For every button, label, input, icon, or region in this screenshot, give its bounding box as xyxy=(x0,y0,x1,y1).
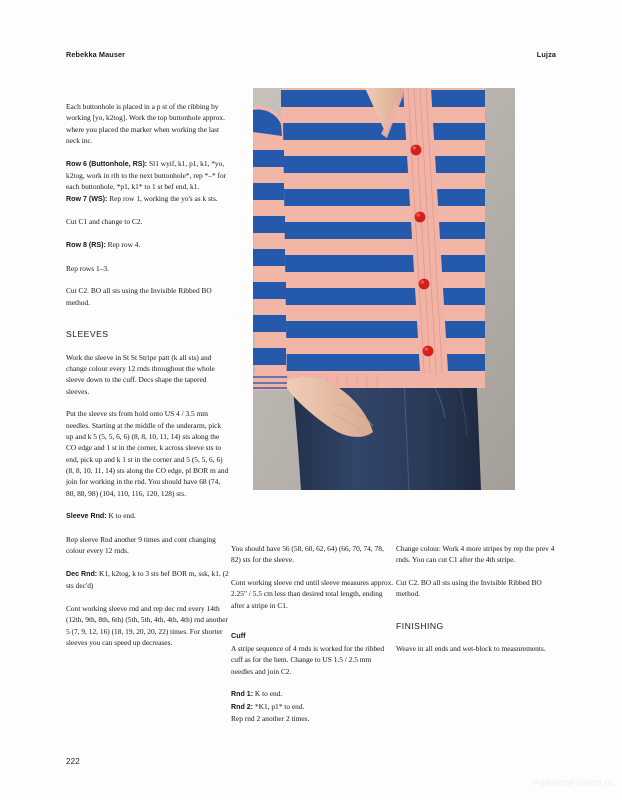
paragraph-rnd2 xyxy=(231,701,394,713)
running-head xyxy=(66,50,556,59)
sleeve-rnd-text: K to end. xyxy=(106,511,136,521)
paragraph-sleeve-intro: Work the sleeve in St St Stripe patt (k all sts) and change colour every 12 rnds throughout the whole sleeve down to the cuff. Decs shape the tapered sleeves. xyxy=(66,352,215,396)
sleeve-rnd-label: Sleeve Rnd: xyxy=(66,512,107,521)
striped-cardigan-photo xyxy=(253,88,515,490)
section-heading-sleeves: SLEEVES xyxy=(66,328,109,339)
page-number: 222 xyxy=(66,757,80,766)
running-head-pattern-name: Lujza xyxy=(536,50,556,59)
running-head-author: Rebekka Mauser xyxy=(66,50,126,59)
right-text-column xyxy=(396,543,559,655)
paragraph-rep-rnd2: Rep rnd 2 another 2 times. xyxy=(231,713,310,723)
paragraph-stitch-count: You should have 56 (58, 60, 62, 64) (66, 70, 74, 78, 82) sts for the sleeve. xyxy=(231,544,384,565)
paragraph-row7 xyxy=(66,193,229,205)
left-text-column xyxy=(66,101,229,648)
paragraph-cut-c1: Cut C1 and change to C2. xyxy=(66,217,143,227)
photo-illustration xyxy=(253,88,515,490)
row7-label: Row 7 (WS): xyxy=(66,194,108,203)
rnd1-label: Rnd 1: xyxy=(231,690,254,699)
row8-label: Row 8 (RS): xyxy=(66,240,106,249)
row6-text: Sl1 wyif, k1, p1, k1, *yo, k2tog, work in rib to the next buttonhole*, rep *–* for each buttonhole, *p1, k1* to 1 st bef end, k1. xyxy=(66,158,227,192)
paragraph-cut-c2: Cut C2. BO all sts using the Invisible Ribbed BO method. xyxy=(66,286,212,307)
row7-text: Rep row 1, working the yo's as k sts. xyxy=(107,193,218,203)
paragraph-sleeve-rnd xyxy=(66,510,229,522)
paragraph-dec-rnd xyxy=(66,568,229,592)
paragraph-row8 xyxy=(66,239,229,251)
middle-text-column xyxy=(231,543,394,724)
subsection-heading-cuff: Cuff xyxy=(231,631,246,641)
paragraph-row6 xyxy=(66,158,229,193)
paragraph-cuff-intro: A stripe sequence of 4 rnds is worked for the ribbed cuff as for the hem. Change to US 1.5 / 2.5 mm needles and join C2. xyxy=(231,643,385,676)
paragraph-rnd1 xyxy=(231,688,394,700)
row6-label: Row 6 (Buttonhole, RS): xyxy=(66,159,148,168)
row8-text: Rep row 4. xyxy=(105,239,141,249)
paragraph-rep-sleeve-rnd: Rep sleeve Rnd another 9 times and cont changing colour every 12 rnds. xyxy=(66,535,216,556)
section-heading-finishing: FINISHING xyxy=(396,620,444,631)
paragraph-finishing: Weave in all ends and wet-block to measurements. xyxy=(396,644,546,654)
rnd2-label: Rnd 2: xyxy=(231,702,254,711)
paragraph-cont-dec: Cont working sleeve rnd and rep dec rnd every 14th (12th, 9th, 8th, 6th) (5th, 5th, 4th, 4th, 4th) rnd another 5 (7, 9, 12, 16) (18, 19, 20, 20, 22) times. For shorter sleeves you can speed up decreases. xyxy=(66,604,228,648)
paragraph-cont-until: Cont working sleeve rnd until sleeve measures approx. 2.25" / 5.5 cm less than desired total length, ending after a stripe in C1. xyxy=(231,577,394,610)
rnd1-text: K to end. xyxy=(253,689,283,699)
dec-rnd-label: Dec Rnd: xyxy=(66,570,98,579)
paragraph-change-colour: Change colour. Work 4 more stripes by rep the prev 4 rnds. You can cut C1 after the 4th stripe. xyxy=(396,544,555,565)
paragraph-pickup: Put the sleeve sts from hold onto US 4 / 3.5 mm needles. Starting at the middle of the underarm, pick up and k 5 (5, 5, 6, 6) (8, 8, 10, 11, 14) sts along the CO edge and 1 st in the corner, k across sleeve sts to end, pick up and k 1 st in the corner and 5 (5, 5, 6, 6) (8, 8, 10, 11, 14) sts along the CO edge, pl BOR m and join for working in the rnd. You should have 68 (74, 80, 88, 98) (104, 110, 116, 120, 128) sts. xyxy=(66,409,229,498)
paragraph-right-cut-c2: Cut C2. BO all sts using the Invisible Ribbed BO method. xyxy=(396,577,542,599)
paragraph-buttonhole-intro: Each buttonhole is placed in a p st of the ribbing by working [yo, k2tog]. Work the top buttonhole approx. where you placed the marker when working the last neck inc. xyxy=(66,102,225,146)
paragraph-rep-rows: Rep rows 1–3. xyxy=(66,263,109,273)
dec-rnd-text: K1, k2tog, k to 3 sts bef BOR m, ssk, k1. (2 sts dec'd) xyxy=(66,569,229,591)
watermark: PassionForum.ru xyxy=(532,777,614,789)
rnd2-text: *K1, p1* to end. xyxy=(253,701,305,711)
